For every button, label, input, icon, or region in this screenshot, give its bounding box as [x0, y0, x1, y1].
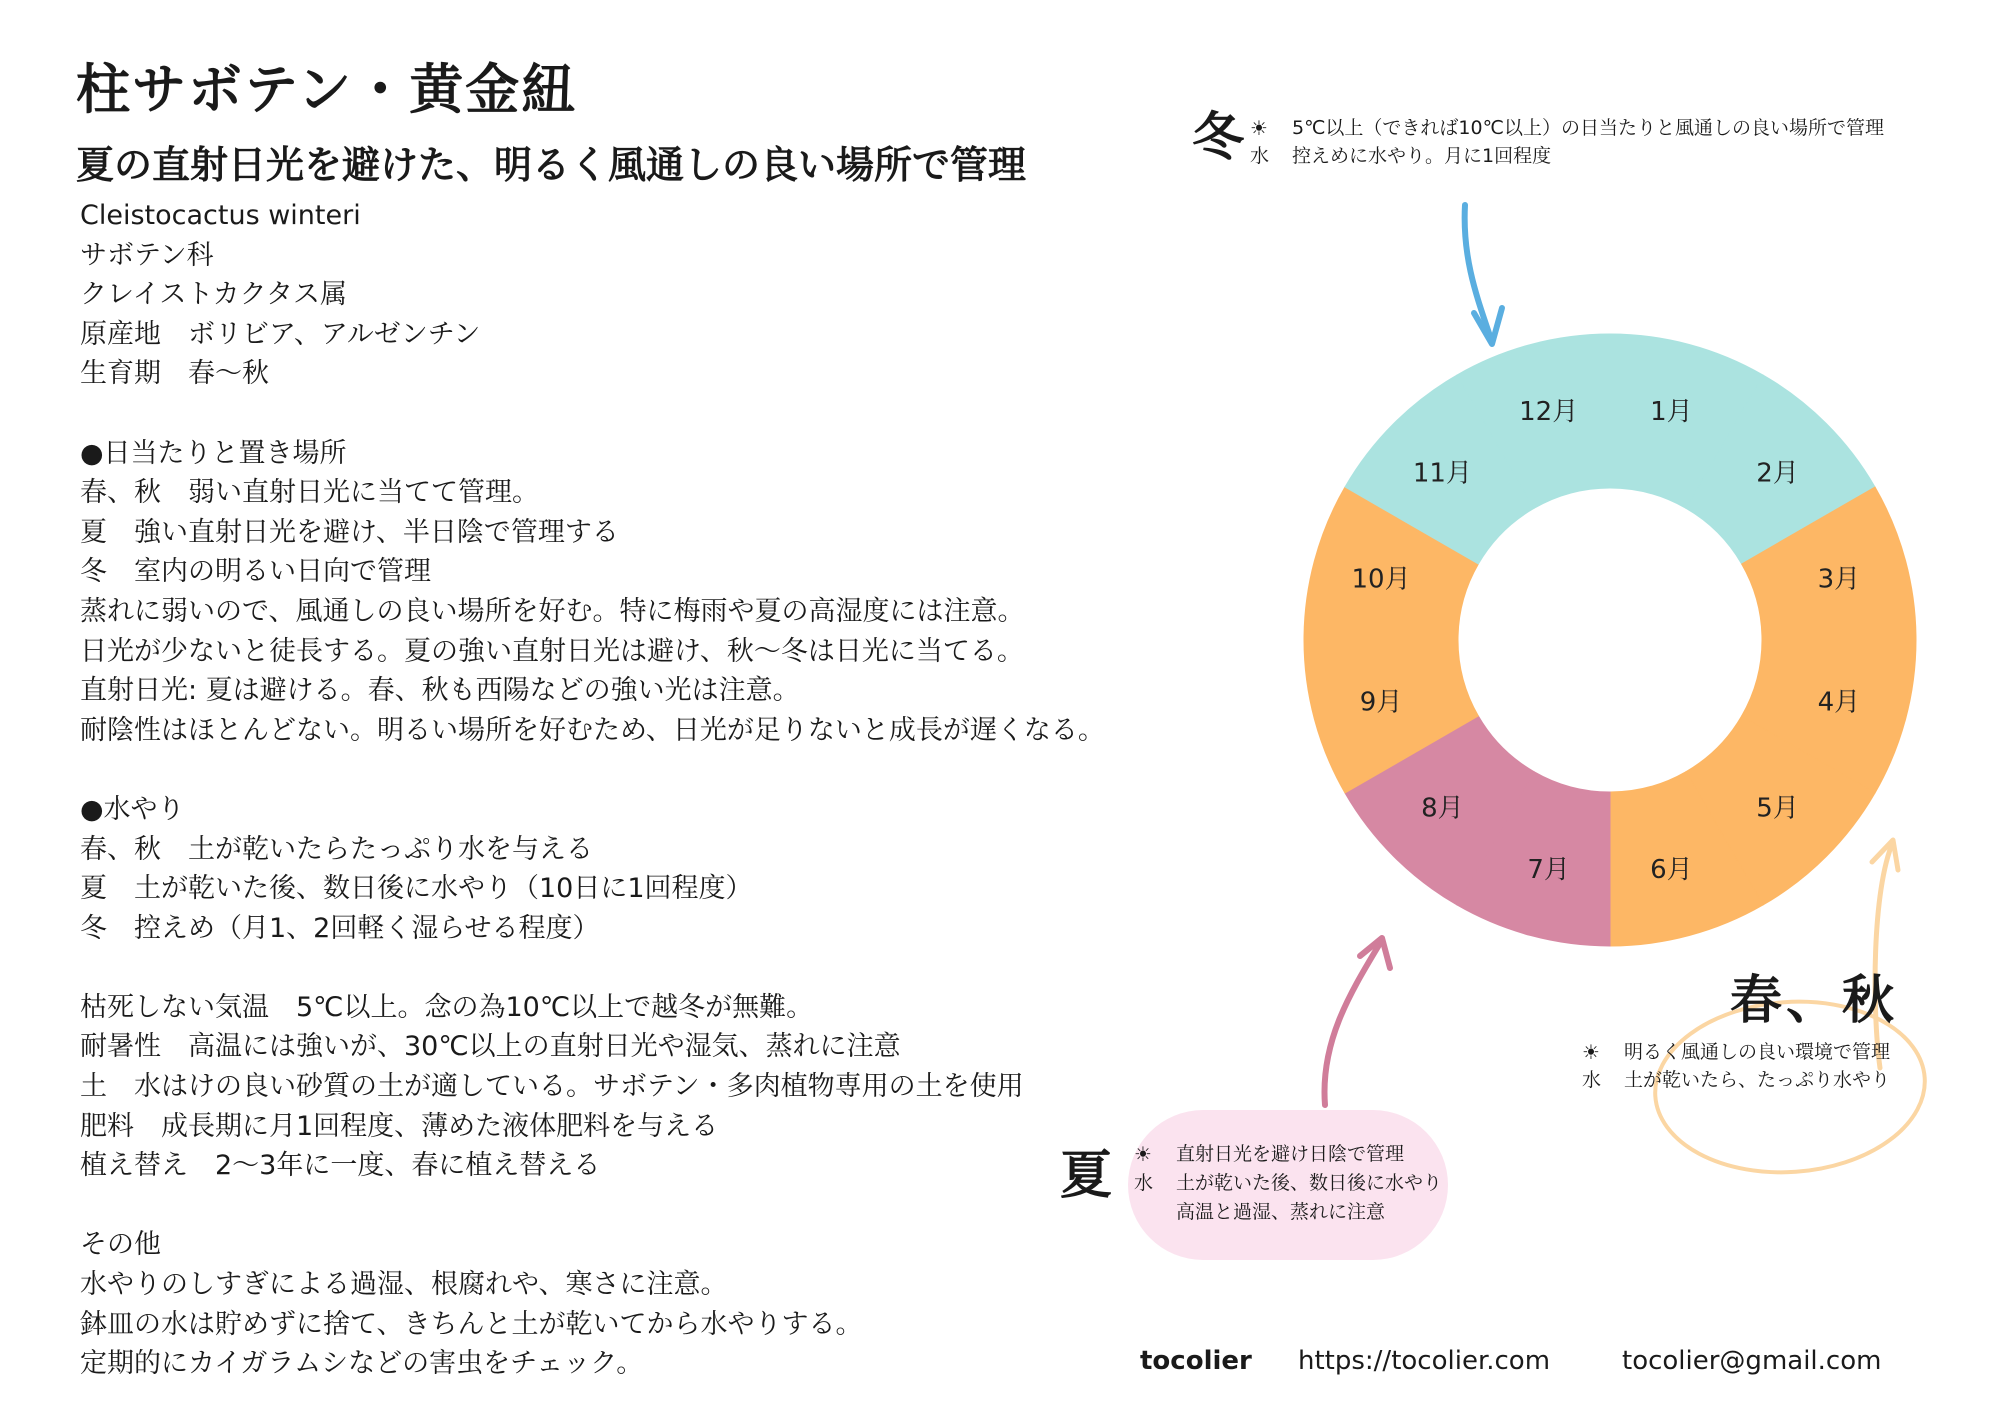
page-subtitle: 夏の直射日光を避けた、明るく風通しの良い場所で管理: [76, 143, 1027, 187]
info-line: 生育期 春〜秋: [80, 358, 269, 390]
info-line: 冬 室内の明るい日向で管理: [80, 556, 431, 588]
blank-line: [80, 948, 1180, 988]
summer-sun-text: 直射日光を避け日陰で管理: [1176, 1143, 1405, 1165]
info-line: 原産地 ボリビア、アルゼンチン: [80, 318, 481, 350]
month-label: 3月: [1817, 564, 1861, 595]
info-line: 耐暑性 高温には強いが、30℃以上の直射日光や湿気、蒸れに注意: [80, 1031, 901, 1063]
water-label: 水: [1250, 145, 1270, 167]
spring-sun-text: 明るく風通しの良い環境で管理: [1624, 1041, 1891, 1063]
summer-notes: [1134, 1140, 1442, 1227]
footer-email-link[interactable]: tocolier@gmail.com: [1622, 1346, 1882, 1376]
sun-icon: ☀: [1134, 1142, 1152, 1166]
info-line: その他: [80, 1229, 161, 1261]
month-label: 12月: [1519, 397, 1579, 428]
month-season-donut-chart: [1300, 330, 1920, 950]
spring-water-text: 土が乾いたら、たっぷり水やり: [1624, 1069, 1891, 1091]
info-line: ●水やり: [80, 793, 185, 825]
sun-icon: ☀: [1582, 1040, 1600, 1064]
summer-extra-text: 高温と過湿、蒸れに注意: [1176, 1201, 1386, 1223]
summer-arrow: [1324, 940, 1382, 1105]
blank-line: [80, 1186, 1180, 1226]
winter-notes: [1250, 114, 1884, 170]
info-line: サボテン科: [80, 239, 214, 271]
winter-title: 冬: [1192, 108, 1245, 168]
month-label: 5月: [1756, 793, 1799, 824]
info-line: 定期的にカイガラムシなどの害虫をチェック。: [80, 1348, 644, 1380]
winter-sun-text: 5℃以上（できれば10℃以上）の日当たりと風通しの良い場所で管理: [1292, 117, 1884, 139]
info-line: 植え替え 2〜3年に一度、春に植え替える: [80, 1150, 601, 1182]
footer-url-link[interactable]: https://tocolier.com: [1298, 1346, 1551, 1376]
spring-sun-row: [1582, 1038, 1890, 1066]
winter-sun-row: [1250, 114, 1884, 142]
info-line: クレイストカクタス属: [80, 279, 348, 311]
spring-autumn-title: 春、秋: [1730, 971, 1899, 1031]
month-label: 7月: [1527, 854, 1570, 885]
blank-line: [80, 750, 1180, 790]
month-label: 9月: [1359, 687, 1403, 718]
month-label: 8月: [1421, 793, 1464, 824]
info-line: 春、秋 弱い直射日光に当てて管理。: [80, 477, 539, 509]
info-line: 春、秋 土が乾いたらたっぷり水を与える: [80, 833, 593, 865]
info-line: 夏 強い直射日光を避け、半日陰で管理する: [80, 516, 619, 548]
info-line: 鉢皿の水は貯めずに捨て、きちんと土が乾いてから水やりする。: [80, 1308, 863, 1340]
summer-water-row: [1134, 1169, 1442, 1198]
spring-water-row: [1582, 1066, 1890, 1094]
blank-line: [80, 394, 1180, 434]
page-title: 柱サボテン・黄金紐: [76, 58, 578, 121]
info-line: Cleistocactus winteri: [80, 200, 361, 231]
water-label: 水: [1582, 1069, 1602, 1091]
info-line: 日光が少ないと徒長する。夏の強い直射日光は避け、秋〜冬は日光に当てる。: [80, 635, 1024, 667]
month-label: 6月: [1650, 854, 1693, 885]
info-line: 直射日光: 夏は避ける。春、秋も西陽などの強い光は注意。: [80, 675, 800, 707]
info-line: 土 水はけの良い砂質の土が適している。サボテン・多肉植物専用の土を使用: [80, 1071, 1024, 1103]
summer-water-text: 土が乾いた後、数日後に水やり: [1176, 1172, 1443, 1194]
summer-sun-row: [1134, 1140, 1442, 1169]
summer-title: 夏: [1060, 1146, 1113, 1206]
info-line: 肥料 成長期に月1回程度、薄めた液体肥料を与える: [80, 1110, 719, 1142]
winter-arrow: [1465, 205, 1492, 342]
info-line: 水やりのしすぎによる過湿、根腐れや、寒さに注意。: [80, 1269, 728, 1301]
footer-brand: tocolier: [1140, 1346, 1252, 1376]
info-line: 夏 土が乾いた後、数日後に水やり（10日に1回程度）: [80, 873, 753, 905]
sun-icon: ☀: [1250, 116, 1268, 140]
winter-water-text: 控えめに水やり。月に1回程度: [1292, 145, 1552, 167]
water-label: 水: [1134, 1172, 1154, 1194]
care-info-text: [80, 196, 1180, 1384]
month-label: 11月: [1412, 458, 1472, 489]
summer-extra-row: [1134, 1198, 1442, 1227]
month-label: 10月: [1351, 564, 1411, 595]
info-line: 蒸れに弱いので、風通しの良い場所を好む。特に梅雨や夏の高湿度には注意。: [80, 595, 1025, 627]
month-label: 1月: [1650, 397, 1693, 428]
spring-autumn-notes: [1582, 1038, 1890, 1094]
winter-water-row: [1250, 142, 1884, 170]
info-line: 冬 控えめ（月1、2回軽く湿らせる程度）: [80, 912, 600, 944]
month-label: 4月: [1817, 687, 1861, 718]
info-line: ●日当たりと置き場所: [80, 437, 347, 469]
info-line: 枯死しない気温 5℃以上。念の為10℃以上で越冬が無難。: [80, 991, 814, 1023]
info-line: 耐陰性はほとんどない。明るい場所を好むため、日光が足りないと成長が遅くなる。: [80, 714, 1105, 746]
month-label: 2月: [1756, 458, 1799, 489]
